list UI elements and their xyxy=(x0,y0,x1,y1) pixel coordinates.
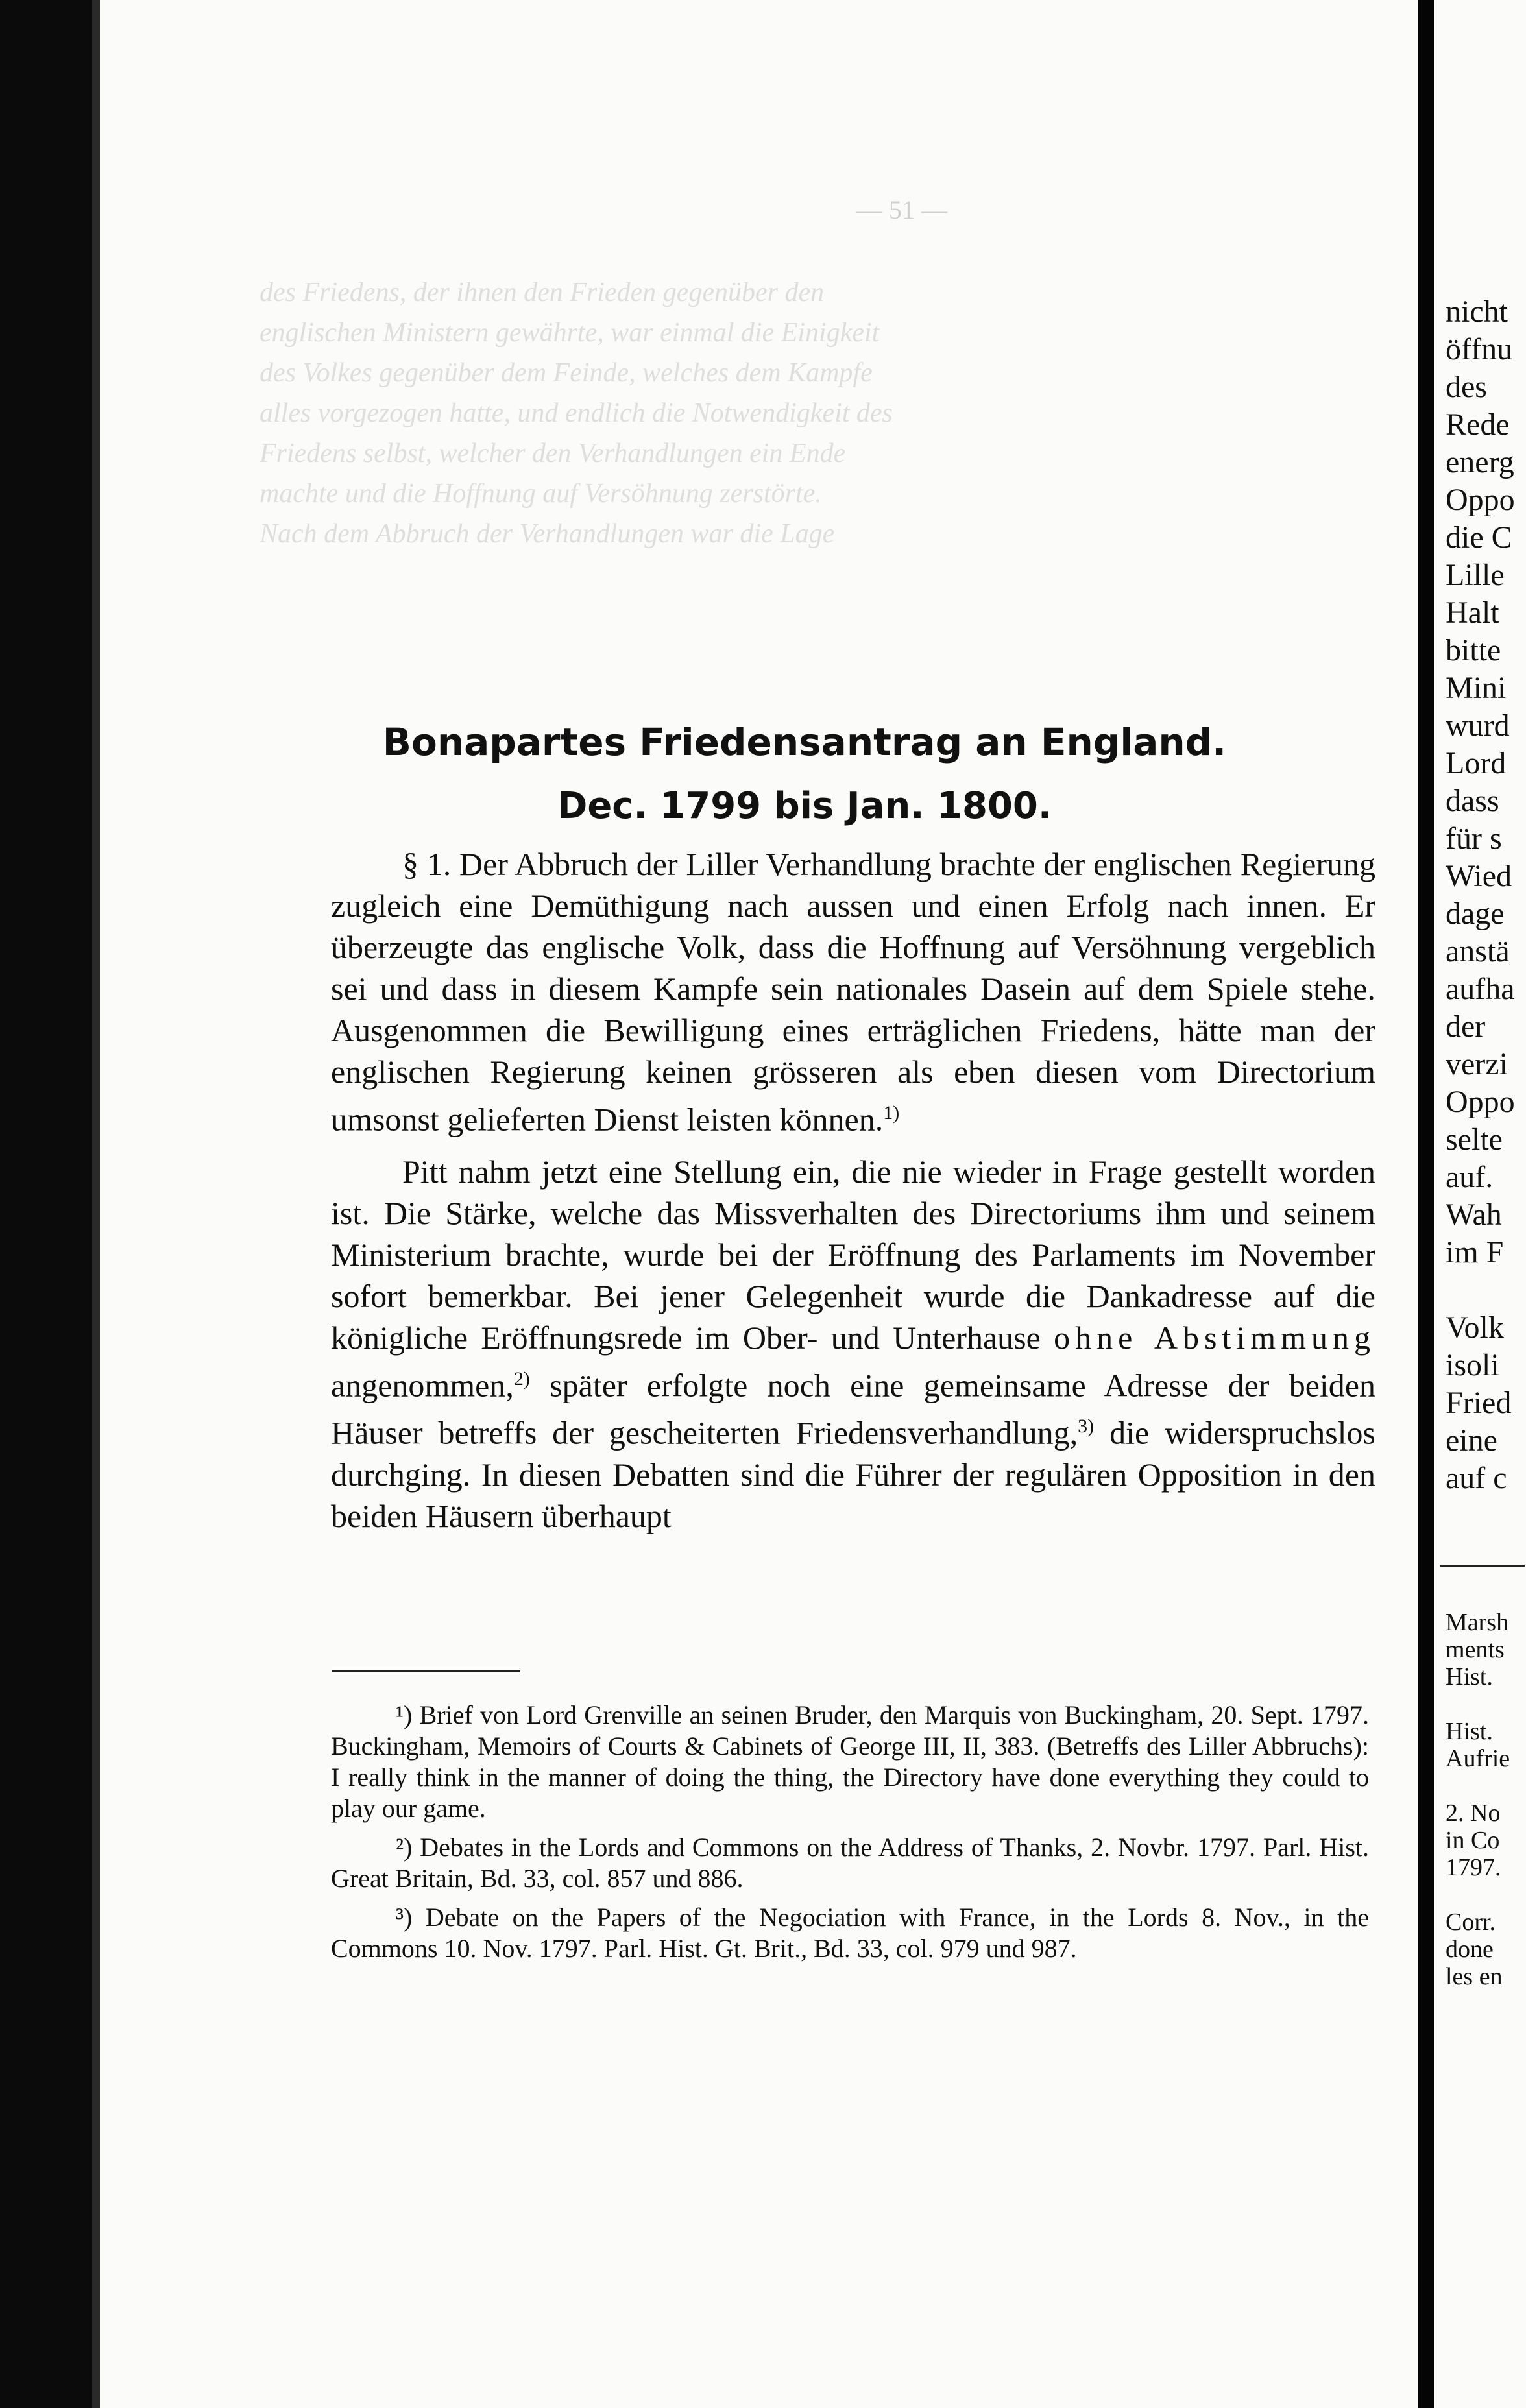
fragment-note: Aufrie xyxy=(1446,1745,1510,1772)
footnotes xyxy=(331,1700,1369,1972)
fragment-line: auf c xyxy=(1446,1461,1507,1495)
fragment-note: Hist. xyxy=(1446,1718,1493,1745)
bleed-line: machte und die Hoffnung auf Versöhnung zerstörte. xyxy=(260,479,822,509)
paragraph xyxy=(331,1151,1375,1537)
chapter-subtitle: Dec. 1799 bis Jan. 1800. xyxy=(557,785,1052,827)
fragment-line: Halt xyxy=(1446,596,1499,630)
footnote-ref: 3) xyxy=(1078,1415,1095,1438)
fragment-line: verzi xyxy=(1446,1047,1508,1081)
fragment-note: Hist. xyxy=(1446,1663,1493,1691)
fragment-line: im F xyxy=(1446,1235,1504,1270)
book-gutter xyxy=(1418,0,1434,2408)
emphasized-text: ohne Abstimmung xyxy=(1054,1319,1376,1356)
fragment-line: anstä xyxy=(1446,934,1510,969)
right-page-fragment xyxy=(1434,0,1526,2408)
fragment-line: der xyxy=(1446,1009,1486,1044)
footnote: ²) Debates in the Lords and Commons on the Address of Thanks, 2. Novbr. 1797. Parl. Hist. Great Britain, Bd. 33, col. 857 und 886. xyxy=(331,1833,1369,1893)
footnote: ¹) Brief von Lord Grenville an seinen Bruder, den Marquis von Buckingham, 20. Sept. 1797. Buckingham, Memoirs of Courts & Cabinets of George III, II, 383. (Betreffs des Liller Abbruchs): I really think in the manner of doing the thing, the Directory have done everything they could to play our game. xyxy=(331,1700,1369,1823)
fragment-note: in Co xyxy=(1446,1827,1500,1854)
fragment-line: bitte xyxy=(1446,633,1501,668)
bleed-line: alles vorgezogen hatte, und endlich die Notwendigkeit des xyxy=(260,398,893,428)
fragment-line: isoli xyxy=(1446,1348,1499,1382)
fragment-note: 1797. xyxy=(1446,1854,1501,1881)
fragment-note: done xyxy=(1446,1936,1494,1963)
fragment-line: Wah xyxy=(1446,1198,1502,1232)
right-page-notes xyxy=(1446,1609,1510,1990)
fragment-line: Lord xyxy=(1446,746,1507,780)
fragment-line: wurd xyxy=(1446,708,1510,743)
fragment-line: des xyxy=(1446,370,1487,404)
bleed-line: des Friedens, der ihnen den Frieden gegenüber den xyxy=(260,278,825,307)
fragment-note: Corr. xyxy=(1446,1908,1496,1936)
fragment-line: nicht xyxy=(1446,295,1508,329)
fragment-line: dage xyxy=(1446,897,1505,931)
fragment-line: Volk xyxy=(1446,1310,1504,1345)
bleed-through-text xyxy=(260,272,1375,554)
fragment-line: Oppo xyxy=(1446,483,1515,517)
paragraph-text: § 1. Der Abbruch der Liller Verhandlung brachte der englischen Regierung zugleich eine Demüthigung nach aussen und einen Erfolg nach innen. Er überzeugte das englische Volk, dass die Hoffnung auf Versöhnung vergeblich sei und dass in diesem Kampfe sein nationales Dasein auf dem Spiele stehe. Ausgenommen die Bewilligung eines erträglichen Friedens, hätte man der englischen Regierung keinen grösseren als eben diesen vom Directorium umsonst gelieferten Dienst leisten können. xyxy=(331,846,1375,1138)
bleed-line: englischen Ministern gewährte, war einmal die Einigkeit xyxy=(260,318,880,348)
fragment-line: Rede xyxy=(1446,407,1510,442)
fragment-line: Wied xyxy=(1446,859,1512,893)
fragment-line: öffnu xyxy=(1446,332,1513,367)
chapter-title: Bonapartes Friedensantrag an England. xyxy=(382,720,1227,764)
fragment-line: Lille xyxy=(1446,558,1505,592)
fragment-note: 2. No xyxy=(1446,1800,1501,1827)
paragraph-text: angenommen, xyxy=(331,1367,514,1404)
scan-edge-shadow xyxy=(92,0,100,2408)
fragment-line: energ xyxy=(1446,445,1514,479)
fragment-line: für s xyxy=(1446,821,1502,856)
paragraph-text: Pitt nahm jetzt eine Stellung ein, die nie wieder in Frage gestellt worden ist. Die Stärke, welche das Missverhalten des Directoriums ihm und seinem Ministerium brachte, wurde bei der Eröffnung des Parlaments im November sofort bemerkbar. Bei jener Gelegenheit wurde die Dankadresse auf die königliche Eröffnungsrede im Ober- und Unterhause xyxy=(331,1153,1375,1356)
fragment-footnote-divider xyxy=(1440,1565,1525,1567)
footnote-ref: 2) xyxy=(513,1367,530,1390)
faded-page-number: — 51 — xyxy=(856,195,947,224)
fragment-note-gap xyxy=(1446,1881,1510,1908)
paragraph-text: später erfolgte noch eine gemeinsame Adresse der beiden Häuser betreffs der gescheiterten Friedensverhandlung, xyxy=(331,1367,1375,1451)
fragment-gap xyxy=(1446,1271,1526,1309)
footnote: ³) Debate on the Papers of the Negociation with France, in the Lords 8. Nov., in the Commons 10. Nov. 1797. Parl. Hist. Gt. Brit., Bd. 33, col. 979 und 987. xyxy=(331,1903,1369,1963)
fragment-note: ments xyxy=(1446,1636,1505,1663)
fragment-note-gap xyxy=(1446,1691,1510,1718)
fragment-line: Mini xyxy=(1446,671,1507,705)
body-text xyxy=(331,843,1375,1537)
bleed-line: Nach dem Abbruch der Verhandlungen war die Lage xyxy=(260,519,835,549)
fragment-line: Fried xyxy=(1446,1386,1512,1420)
fragment-line: auf. xyxy=(1446,1160,1494,1194)
bleed-line: des Volkes gegenüber dem Feinde, welches dem Kampfe xyxy=(260,358,873,388)
bleed-line: Friedens selbst, welcher den Verhandlungen ein Ende xyxy=(260,439,846,468)
fragment-line: die C xyxy=(1446,520,1512,555)
fragment-note: les en xyxy=(1446,1963,1503,1990)
footnote-ref: 1) xyxy=(883,1102,900,1124)
paragraph xyxy=(331,843,1375,1140)
footnote-divider xyxy=(332,1670,520,1672)
paragraph-text: die widerspruchslos durchging. In diesen Debatten sind die Führer der regulären Opposition in den beiden Häusern überhaupt xyxy=(331,1414,1376,1534)
fragment-note: Marsh xyxy=(1446,1609,1509,1636)
fragment-line: selte xyxy=(1446,1122,1503,1157)
fragment-line: Oppo xyxy=(1446,1085,1515,1119)
fragment-line: dass xyxy=(1446,784,1499,818)
fragment-line: aufha xyxy=(1446,972,1515,1006)
right-page-lines xyxy=(1446,293,1526,1497)
fragment-line: eine xyxy=(1446,1423,1497,1458)
fragment-note-gap xyxy=(1446,1772,1510,1800)
